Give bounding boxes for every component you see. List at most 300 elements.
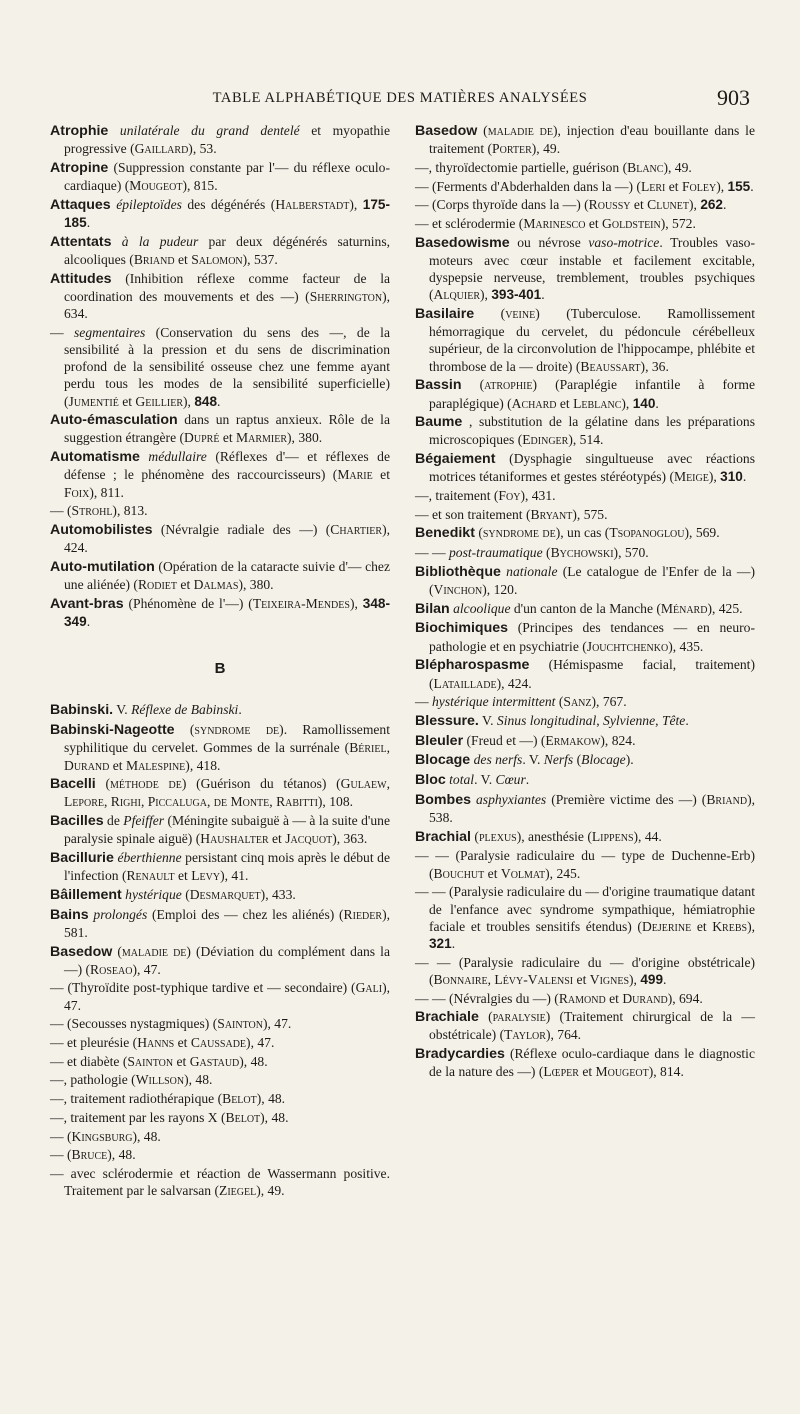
entry-text: , substitution de la gélatine dans les préparations microscopiques ( xyxy=(429,414,755,448)
index-entry xyxy=(415,215,755,232)
entry-headword: Bombes xyxy=(415,791,471,808)
entry-text: ), xyxy=(349,196,363,212)
entry-text: ), xyxy=(716,178,728,194)
index-entry xyxy=(415,506,755,523)
entry-text: — (Corps thyroïde dans la —) ( xyxy=(415,197,589,213)
italic-term: prolongés xyxy=(93,906,148,922)
author-name: Jumentié xyxy=(68,393,119,409)
entry-text: ( xyxy=(555,694,564,710)
index-entry xyxy=(50,233,390,268)
author-name: syndrome de xyxy=(194,722,280,738)
author-name: veine xyxy=(505,306,536,322)
entry-text: ), 814. xyxy=(648,1064,684,1080)
index-entry xyxy=(415,450,755,485)
index-entry xyxy=(415,619,755,654)
author-name: Kingsburg xyxy=(71,1128,133,1144)
entry-text: — et pleurésie ( xyxy=(50,1035,138,1051)
index-entry xyxy=(415,376,755,411)
index-entry xyxy=(415,1008,755,1043)
entry-text: ), xyxy=(629,971,641,987)
entry-text: ), 575. xyxy=(572,506,608,522)
italic-term: Sinus longitudinal xyxy=(496,713,597,728)
index-entry xyxy=(415,305,755,375)
author-name: Bériel xyxy=(349,740,387,756)
right-column xyxy=(415,122,755,1082)
entry-headword: Attaques xyxy=(50,196,111,213)
author-name: Strohl xyxy=(71,503,113,519)
author-name: Sainton xyxy=(127,1053,174,1069)
author-name: Lippens xyxy=(591,828,634,844)
entry-text: — xyxy=(415,694,432,710)
entry-text: . xyxy=(742,469,747,485)
entry-text: ), 572. xyxy=(660,216,696,232)
author-name: Belot xyxy=(222,1091,257,1107)
entry-text: ( xyxy=(117,943,122,959)
index-entry xyxy=(415,600,755,618)
entry-text: et xyxy=(173,1053,190,1069)
entry-headword: Bradycardies xyxy=(415,1046,505,1063)
index-entry xyxy=(415,178,755,195)
entry-headword: Basilaire xyxy=(415,306,475,323)
entry-text: ), xyxy=(183,393,195,409)
author-name: Krebs xyxy=(712,918,748,934)
author-name: Gulaew xyxy=(340,776,387,792)
italic-term: hystérique xyxy=(125,886,182,902)
entry-text: ), 767. xyxy=(591,694,627,710)
entry-headword: Avant-bras xyxy=(50,595,124,612)
author-name: Mougeot xyxy=(129,178,183,194)
entry-text: . xyxy=(217,393,221,409)
entry-text: et xyxy=(573,971,590,987)
author-name: Bruce xyxy=(71,1147,108,1163)
entry-text: V. xyxy=(482,713,497,728)
entry-headword: Basedowisme xyxy=(415,234,510,251)
entry-text: et xyxy=(174,251,192,267)
italic-term: total xyxy=(449,772,475,788)
author-name: Levy xyxy=(191,868,221,884)
author-name: Foix xyxy=(64,484,90,500)
italic-term: asphyxiantes xyxy=(475,791,547,807)
italic-term: unilatérale du grand dentelé xyxy=(119,123,300,138)
entry-text: et xyxy=(372,467,390,483)
index-entry xyxy=(50,812,390,847)
entry-text: (Première victime des —) ( xyxy=(546,791,707,807)
index-entry xyxy=(50,1128,390,1145)
index-entry xyxy=(50,324,390,410)
author-name: Leri xyxy=(640,178,666,194)
entry-text: . xyxy=(685,713,689,728)
entry-text: — et diabète ( xyxy=(50,1053,128,1069)
italic-term: épileptoïdes xyxy=(116,196,182,212)
entry-text: et xyxy=(630,197,648,213)
entry-text: (Névralgie radiale des —) ( xyxy=(160,521,331,537)
entry-headword: Babinski-Nageotte xyxy=(50,722,175,739)
italic-term: hystérique intermittent xyxy=(432,694,556,710)
author-name: Gastaud xyxy=(189,1053,240,1069)
entry-text: . xyxy=(723,197,727,213)
entry-text: dans un raptus anxieux. Rôle de la suggestion étrangère ( xyxy=(64,412,390,446)
entry-text: persistant cinq mois après le début de l'infection ( xyxy=(64,850,390,884)
entry-text: et xyxy=(578,1064,596,1080)
entry-text: ), 570. xyxy=(613,545,649,561)
author-name: Mougeot xyxy=(595,1064,649,1080)
entry-text: ), 418. xyxy=(185,757,221,773)
author-name: maladie de xyxy=(487,123,553,138)
entry-text: ), 48. xyxy=(239,1053,268,1069)
entry-text: . Troubles vaso-moteurs avec cœur instable et facilement excitable, dyspepsie nerveuse, tremblement, troubles psychiques ( xyxy=(429,234,755,303)
index-entry xyxy=(415,954,755,988)
entry-text: —, traitement par les rayons X ( xyxy=(50,1109,226,1125)
entry-text: ( xyxy=(488,1009,493,1025)
page-ref-bold: 321 xyxy=(429,935,452,951)
index-entry xyxy=(50,906,390,941)
entry-text: ), 48. xyxy=(107,1147,136,1163)
entry-text: (Réflexe oculo-cardiaque dans le diagnostic de la nature des —) ( xyxy=(429,1046,755,1080)
entry-text: — (Ferments d'Abderhalden dans la —) ( xyxy=(415,178,641,194)
author-name: Renault xyxy=(126,868,175,884)
author-name: Willson xyxy=(135,1072,185,1088)
italic-term: éberthienne xyxy=(117,850,182,866)
entry-text: , xyxy=(269,794,277,810)
entry-headword: Attentats xyxy=(50,233,112,250)
italic-term: nationale xyxy=(506,563,558,579)
index-entry xyxy=(415,883,755,952)
author-name: Taylor xyxy=(504,1027,546,1043)
entry-text: (Suppression constante par l'— du réflexe oculo-cardiaque) ( xyxy=(64,159,390,194)
author-name: Sherrington xyxy=(309,288,383,304)
author-name: plexus xyxy=(478,828,517,844)
entry-text: et xyxy=(665,178,682,194)
entry-text: de xyxy=(107,813,124,829)
author-name: Lepore xyxy=(64,794,104,810)
author-name: Lataillade xyxy=(433,675,497,691)
author-name: Ermakow xyxy=(545,732,601,748)
entry-text: ), 380. xyxy=(287,430,323,446)
author-name: Desmarquet xyxy=(189,886,261,902)
entry-text: , xyxy=(655,713,662,728)
index-entry xyxy=(415,791,755,826)
entry-text: , xyxy=(206,794,214,810)
index-entry xyxy=(415,1045,755,1080)
page-ref-bold: 155 xyxy=(727,178,751,194)
entry-headword: Atrophie xyxy=(50,123,109,139)
author-name: Dupré xyxy=(184,430,220,446)
index-entry xyxy=(50,159,390,194)
entry-text: ou névrose xyxy=(517,234,589,250)
entry-text: V. xyxy=(116,702,132,718)
index-entry xyxy=(415,771,755,789)
entry-text: , xyxy=(103,794,111,810)
entry-headword: Bains xyxy=(50,906,89,923)
entry-headword: Brachial xyxy=(415,828,471,845)
author-name: Halberstadt xyxy=(275,196,350,212)
index-entry xyxy=(415,487,755,504)
author-name: Gali xyxy=(355,980,383,996)
entries-a xyxy=(50,122,390,630)
entry-text: par deux dégénérés saturnins, alcooliques ( xyxy=(64,233,391,267)
author-name: Ramond xyxy=(558,990,606,1006)
running-header xyxy=(50,80,750,116)
entry-text: ( xyxy=(181,886,190,902)
entry-headword: Blépharospasme xyxy=(415,657,530,674)
index-entry xyxy=(50,448,390,501)
author-name: syndrome de xyxy=(482,525,556,541)
entry-text: ), 47. xyxy=(262,1016,292,1032)
italic-term: Pfeiffer xyxy=(123,813,165,829)
page-ref-bold: 175-185 xyxy=(64,196,391,231)
author-name: Vinchon xyxy=(433,582,483,598)
entry-text: ), 514. xyxy=(568,432,604,448)
italic-term: post-traumatique xyxy=(448,545,543,561)
italic-term: Tête xyxy=(661,713,686,728)
entry-text: ), xyxy=(708,469,721,485)
index-entry xyxy=(415,234,755,304)
entry-headword: Atropine xyxy=(50,159,109,176)
author-name: Righi xyxy=(110,794,141,810)
index-entry xyxy=(50,595,390,630)
entry-headword: Bacillurie xyxy=(50,850,114,867)
entry-headword: Auto-mutilation xyxy=(50,558,155,575)
author-name: Roussy xyxy=(588,197,631,213)
author-name: Haushalter xyxy=(200,831,269,847)
entry-text: ), xyxy=(747,918,755,934)
section-letter: B xyxy=(214,660,226,678)
italic-term: vaso-motrice xyxy=(588,234,660,250)
entry-text: ). xyxy=(625,752,634,768)
entry-text: ), 49. xyxy=(663,159,692,175)
entries-right xyxy=(415,122,755,1081)
author-name: Edinger xyxy=(522,432,569,448)
index-entry xyxy=(50,502,390,519)
entry-text: ( xyxy=(500,306,506,322)
entry-text: ), 53. xyxy=(188,141,217,157)
author-name: Blanc xyxy=(627,159,664,175)
index-entry xyxy=(415,828,755,846)
entry-text: ), 363. xyxy=(332,831,368,847)
index-entry xyxy=(415,544,755,561)
entry-text: ( xyxy=(105,776,110,792)
entry-text: (Méningite subaiguë à — à la suite d'une paralysie spinale aiguë) ( xyxy=(64,813,390,847)
entry-text: (Dysphagie singultueuse avec réactions motrices tétaniformes et gestes stéréotypés) ( xyxy=(429,451,755,485)
entry-text: . xyxy=(86,215,91,231)
author-name: Sainton xyxy=(217,1016,263,1032)
index-entry xyxy=(415,159,755,176)
index-entry xyxy=(50,1015,390,1032)
author-name: Ziegel xyxy=(219,1183,257,1199)
entry-text: —, thyroïdectomie partielle, guérison ( xyxy=(415,159,628,175)
entry-text: (Hémispasme facial, traitement) ( xyxy=(429,657,755,691)
page-ref-bold: 393-401 xyxy=(491,287,542,303)
entry-text: et xyxy=(177,577,194,593)
entry-text: —, pathologie ( xyxy=(50,1072,136,1088)
index-entry xyxy=(50,1109,390,1126)
entry-text: ), 380. xyxy=(238,577,274,593)
entry-text: ), 47. xyxy=(64,980,390,1013)
author-name: Dalmas xyxy=(193,577,239,593)
entry-text: (Principes des tendances — en neuro-pathologie et en psychiatrie ( xyxy=(429,620,755,654)
entry-text: ), 47. xyxy=(132,961,161,977)
entry-text: ), xyxy=(621,395,633,411)
italic-term: médullaire xyxy=(148,449,207,465)
entry-text: des dégénérés ( xyxy=(181,196,276,212)
entry-text: ), 581. xyxy=(64,906,390,940)
entry-headword: Blessure. xyxy=(415,713,479,729)
author-name: Achard xyxy=(511,395,557,411)
author-name: Bryant xyxy=(530,506,573,522)
author-name: Foley xyxy=(681,178,717,194)
index-entry xyxy=(50,411,390,446)
entry-text: . xyxy=(750,178,754,194)
italic-term: segmentaires xyxy=(74,324,146,340)
entry-headword: Bacilles xyxy=(50,813,104,830)
entry-text: — — (Névralgies du —) ( xyxy=(415,990,559,1006)
index-entry xyxy=(50,1165,390,1199)
left-column xyxy=(50,122,390,1201)
author-name: paralysie xyxy=(492,1009,546,1025)
author-name: Foy xyxy=(498,488,521,504)
author-name: Hanns xyxy=(137,1035,175,1051)
page-ref-bold: 262 xyxy=(700,197,723,213)
author-name: Lévy-Valensi xyxy=(494,971,574,987)
entry-headword: Basedow xyxy=(415,123,478,139)
author-name: Bouchut xyxy=(433,865,485,881)
entry-text: ), 48. xyxy=(256,1091,286,1107)
entry-text: ( xyxy=(483,123,488,138)
italic-term: Nerfs xyxy=(543,752,574,768)
index-entry xyxy=(415,847,755,881)
entry-headword: Brachiale xyxy=(415,1009,479,1026)
entry-text: ), 538. xyxy=(429,791,755,826)
author-name: Ménard xyxy=(660,600,708,616)
author-name: Alquier xyxy=(433,287,481,303)
author-name: Durand xyxy=(622,990,668,1006)
header-title: TABLE ALPHABÉTIQUE DES MATIÈRES ANALYSÉES xyxy=(212,89,588,106)
author-name: Bonnaire xyxy=(433,971,488,987)
entry-text: , xyxy=(140,794,148,810)
author-name: méthode de xyxy=(109,776,182,792)
italic-term: Blocage xyxy=(581,752,626,768)
entry-text: et xyxy=(605,990,623,1006)
entry-headword: Bassin xyxy=(415,377,462,394)
author-name: Marie xyxy=(337,467,373,483)
index-entry xyxy=(50,1034,390,1051)
author-name: Jouchtchenko xyxy=(586,638,669,654)
author-name: Roseao xyxy=(90,961,133,977)
entry-text: ), 41. xyxy=(220,868,249,884)
author-name: Porter xyxy=(492,141,532,157)
entry-text: ( xyxy=(542,545,551,561)
entry-text: et xyxy=(109,757,126,773)
index-entry xyxy=(50,521,390,556)
entry-text: ), 824. xyxy=(600,732,636,748)
entry-text: , xyxy=(386,740,390,756)
author-name: Clunet xyxy=(647,197,689,213)
entry-text: (Le catalogue de l'Enfer de la —) ( xyxy=(429,563,755,598)
entry-text: ), 424. xyxy=(64,521,390,556)
entry-text: (Opération de la cataracte suivie d'— chez une aliénée) ( xyxy=(64,558,391,593)
entry-text: . xyxy=(525,772,530,788)
index-entry xyxy=(50,775,390,810)
entry-headword: Bacelli xyxy=(50,776,96,793)
author-name: de Monte xyxy=(213,794,270,810)
entry-text: ) (Paraplégie infantile à forme paraplégique) ( xyxy=(429,377,755,411)
author-name: atrophie xyxy=(484,377,533,393)
entry-text: ), 433. xyxy=(260,886,296,902)
entry-text: — ( xyxy=(50,1147,72,1163)
author-name: Goldstein xyxy=(602,216,661,232)
author-name: Tsopanoglou xyxy=(609,525,685,541)
entry-text: — xyxy=(50,324,75,340)
entry-text: ), injection d'eau bouillante dans le traitement ( xyxy=(429,123,755,157)
author-name: Marinesco xyxy=(523,216,586,232)
entry-headword: Automobilistes xyxy=(50,521,153,538)
author-name: Gaillard xyxy=(134,141,189,157)
entry-text: ), 48. xyxy=(184,1072,213,1088)
entry-text: — — xyxy=(415,545,449,561)
page-ref-bold: 499 xyxy=(640,971,664,987)
entry-text: (Conservation du sens des —, de la sensibilité à la pression et du sens de discrimination profond de la sensibilité osseuse chez une femme ayant perdu tous les modes de la sensibilité superficielle) ( xyxy=(64,324,390,409)
entry-text: ( xyxy=(478,525,483,541)
index-entry xyxy=(415,122,755,157)
entry-text: ) (Tuberculose. Ramollissement hémorragique du cervelet, du pédoncule cérébelleux supérieur, de la circonvolution de l'hippocampe, phlébite et thrombose de la — droite) ( xyxy=(429,306,755,374)
entries-b xyxy=(50,701,390,1199)
index-entry xyxy=(50,1071,390,1088)
entry-text: , xyxy=(386,776,390,792)
author-name: Chartier xyxy=(330,521,383,537)
entry-text: — et sclérodermie ( xyxy=(415,216,524,232)
author-name: Caussade xyxy=(190,1035,247,1051)
entry-text: — (Thyroïdite post-typhique tardive et — secondaire) ( xyxy=(50,980,356,996)
entry-text: et xyxy=(268,831,286,847)
index-entry xyxy=(50,1090,390,1107)
author-name: Bychowski xyxy=(550,545,614,561)
entry-text: ), 120. xyxy=(482,582,518,598)
entry-text: et xyxy=(691,918,713,934)
entry-text: . xyxy=(238,702,242,718)
author-name: Sanz xyxy=(563,694,592,710)
entry-headword: Auto-émasculation xyxy=(50,412,178,429)
index-entry xyxy=(415,413,755,448)
author-name: Durand xyxy=(64,757,110,773)
index-entry xyxy=(415,524,755,542)
index-entry xyxy=(415,693,755,710)
entry-text: . xyxy=(541,287,545,303)
index-entry xyxy=(415,990,755,1007)
entry-text: — — (Paralysie radiculaire du — d'origine traumatique datant de l'enfance avec syndrome sympathique, hémiatrophie faciale et troubles sensitifs étendus) ( xyxy=(415,884,755,934)
entry-text: ), 44. xyxy=(633,828,662,844)
entry-headword: Biochimiques xyxy=(415,620,509,637)
entry-text: . V. xyxy=(474,772,496,788)
entry-text: et xyxy=(585,216,603,232)
entry-headword: Bibliothèque xyxy=(415,563,501,580)
italic-term: Réflexe de Babinski xyxy=(131,702,239,718)
entry-text: ), 49. xyxy=(531,141,561,157)
entry-headword: Babinski. xyxy=(50,702,114,719)
italic-term: des nerfs xyxy=(473,752,523,768)
index-entry xyxy=(50,196,390,231)
entry-text: —, traitement radiothérapique ( xyxy=(50,1091,223,1107)
entry-text: — — (Paralysie radiculaire du — d'origine obstétricale) ( xyxy=(415,954,755,987)
author-name: Geillier xyxy=(135,393,184,409)
author-name: Meige xyxy=(673,469,709,485)
entry-text: ), un cas ( xyxy=(555,525,610,541)
entry-text: ), 537. xyxy=(242,251,278,267)
author-name: Dejerine xyxy=(641,918,692,934)
entry-headword: Bégaiement xyxy=(415,451,496,468)
entry-text: ), 569. xyxy=(684,525,720,541)
entry-text: (Inhibition réflexe comme facteur de la coordination des mouvements et des —) ( xyxy=(64,270,390,304)
italic-term: alcoolique xyxy=(453,600,511,616)
